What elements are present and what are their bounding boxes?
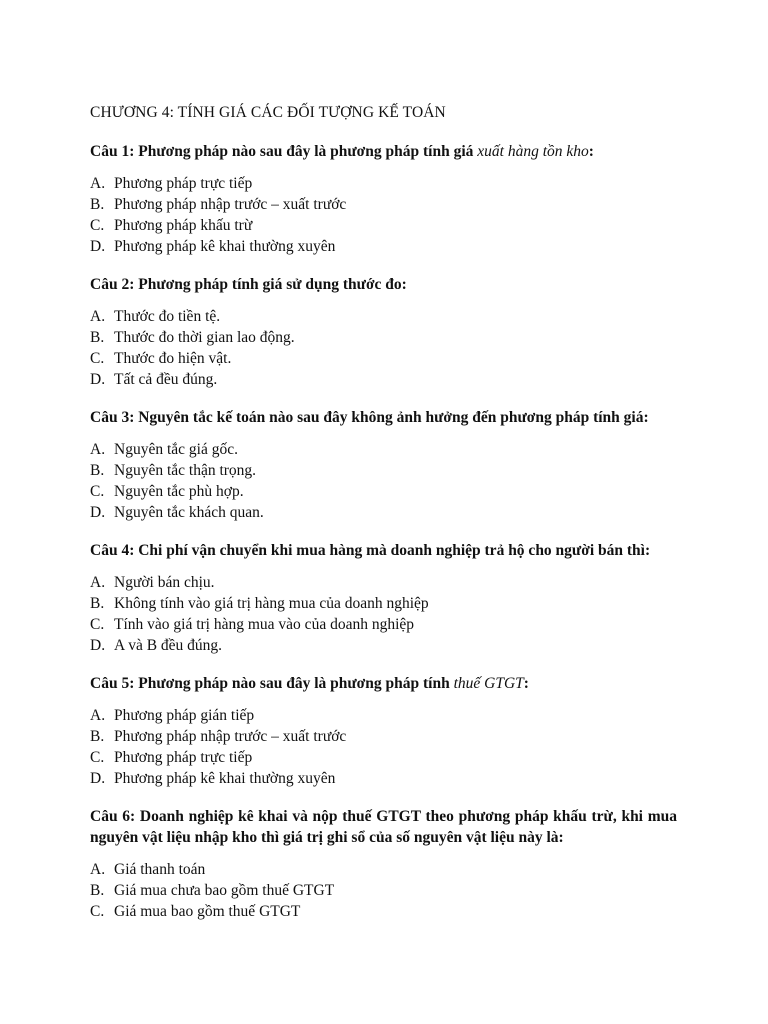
- answer-option: [90, 901, 677, 922]
- answer-option: [90, 502, 677, 523]
- question-text: [90, 274, 677, 295]
- option-text: Phương pháp gián tiếp: [114, 707, 255, 724]
- option-text: Thước đo thời gian lao động.: [114, 329, 295, 346]
- answer-option: [90, 215, 677, 236]
- question-4: [90, 540, 677, 656]
- question-prefix: Câu 2: Phương pháp tính giá sử dụng thước đo:: [90, 276, 407, 293]
- answer-option: [90, 593, 677, 614]
- option-text: Không tính vào giá trị hàng mua của doanh nghiệp: [114, 595, 429, 612]
- question-2: [90, 274, 677, 390]
- answer-option: [90, 236, 677, 257]
- question-3: [90, 407, 677, 523]
- answer-option: [90, 194, 677, 215]
- option-letter: A.: [90, 861, 106, 878]
- answer-option: [90, 768, 677, 789]
- answer-option: [90, 635, 677, 656]
- question-emphasis: thuế GTGT: [453, 675, 524, 692]
- answer-option: [90, 327, 677, 348]
- answer-option: [90, 439, 677, 460]
- question-text: [90, 673, 677, 694]
- option-letter: D.: [90, 504, 106, 521]
- question-text: [90, 806, 677, 848]
- answer-option: [90, 572, 677, 593]
- option-letter: D.: [90, 637, 106, 654]
- answer-option: [90, 880, 677, 901]
- option-letter: B.: [90, 462, 105, 479]
- option-text: Thước đo hiện vật.: [114, 350, 232, 367]
- document-page: [90, 104, 677, 939]
- option-letter: C.: [90, 217, 105, 234]
- question-list: [90, 141, 677, 922]
- question-1: [90, 141, 677, 257]
- answer-option: [90, 369, 677, 390]
- option-text: Tất cả đều đúng.: [114, 371, 218, 388]
- option-letter: C.: [90, 903, 105, 920]
- option-letter: A.: [90, 574, 106, 591]
- option-letter: C.: [90, 483, 105, 500]
- option-text: Phương pháp kê khai thường xuyên: [114, 238, 336, 255]
- option-text: Phương pháp trực tiếp: [114, 749, 253, 766]
- option-text: Thước đo tiền tệ.: [114, 308, 221, 325]
- option-text: Người bán chịu.: [114, 574, 215, 591]
- option-text: Phương pháp nhập trước – xuất trước: [114, 196, 347, 213]
- answer-option: [90, 173, 677, 194]
- option-text: Giá mua chưa bao gồm thuế GTGT: [114, 882, 335, 899]
- question-text: [90, 407, 677, 428]
- question-emphasis: xuất hàng tồn kho: [477, 143, 589, 160]
- option-letter: B.: [90, 728, 105, 745]
- option-letter: C.: [90, 350, 105, 367]
- answer-option: [90, 726, 677, 747]
- option-letter: A.: [90, 175, 106, 192]
- option-text: Phương pháp nhập trước – xuất trước: [114, 728, 347, 745]
- question-6: [90, 806, 677, 922]
- answer-option: [90, 747, 677, 768]
- option-letter: D.: [90, 371, 106, 388]
- option-text: Nguyên tắc phù hợp.: [114, 483, 244, 500]
- option-letter: B.: [90, 196, 105, 213]
- option-letter: D.: [90, 238, 106, 255]
- question-prefix: Câu 4: Chi phí vận chuyển khi mua hàng mà doanh nghiệp trả hộ cho người bán thì:: [90, 542, 651, 559]
- answer-option: [90, 859, 677, 880]
- option-text: Giá mua bao gồm thuế GTGT: [114, 903, 301, 920]
- question-5: [90, 673, 677, 789]
- answer-option: [90, 348, 677, 369]
- option-text: Tính vào giá trị hàng mua vào của doanh nghiệp: [114, 616, 415, 633]
- answer-option: [90, 306, 677, 327]
- option-text: Phương pháp kê khai thường xuyên: [114, 770, 336, 787]
- option-letter: B.: [90, 595, 105, 612]
- option-letter: A.: [90, 707, 106, 724]
- question-text: [90, 540, 677, 561]
- option-letter: B.: [90, 329, 105, 346]
- answer-option: [90, 460, 677, 481]
- answer-option: [90, 481, 677, 502]
- option-text: Phương pháp khấu trừ: [114, 217, 253, 234]
- option-letter: B.: [90, 882, 105, 899]
- question-prefix: Câu 1: Phương pháp nào sau đây là phương pháp tính giá: [90, 143, 478, 160]
- question-text: [90, 141, 677, 162]
- chapter-title: CHƯƠNG 4: TÍNH GIÁ CÁC ĐỐI TƯỢNG KẾ TOÁN: [90, 104, 446, 121]
- option-text: Nguyên tắc giá gốc.: [114, 441, 238, 458]
- question-prefix: Câu 6: Doanh nghiệp kê khai và nộp thuế GTGT theo phương pháp khấu trừ, khi mua nguyên vật liệu nhập kho thì giá trị ghi sổ của số nguyên vật liệu này là:: [90, 808, 677, 846]
- option-letter: D.: [90, 770, 106, 787]
- answer-option: [90, 614, 677, 635]
- question-prefix: Câu 3: Nguyên tắc kế toán nào sau đây không ảnh hưởng đến phương pháp tính giá:: [90, 409, 649, 426]
- question-prefix: Câu 5: Phương pháp nào sau đây là phương pháp tính: [90, 675, 454, 692]
- option-text: Phương pháp trực tiếp: [114, 175, 253, 192]
- question-suffix: :: [588, 143, 594, 160]
- option-text: Nguyên tắc khách quan.: [114, 504, 264, 521]
- option-letter: A.: [90, 441, 106, 458]
- option-text: Giá thanh toán: [114, 861, 206, 878]
- option-letter: A.: [90, 308, 106, 325]
- option-letter: C.: [90, 749, 105, 766]
- option-text: Nguyên tắc thận trọng.: [114, 462, 257, 479]
- option-text: A và B đều đúng.: [114, 637, 223, 654]
- option-letter: C.: [90, 616, 105, 633]
- question-suffix: :: [523, 675, 529, 692]
- answer-option: [90, 705, 677, 726]
